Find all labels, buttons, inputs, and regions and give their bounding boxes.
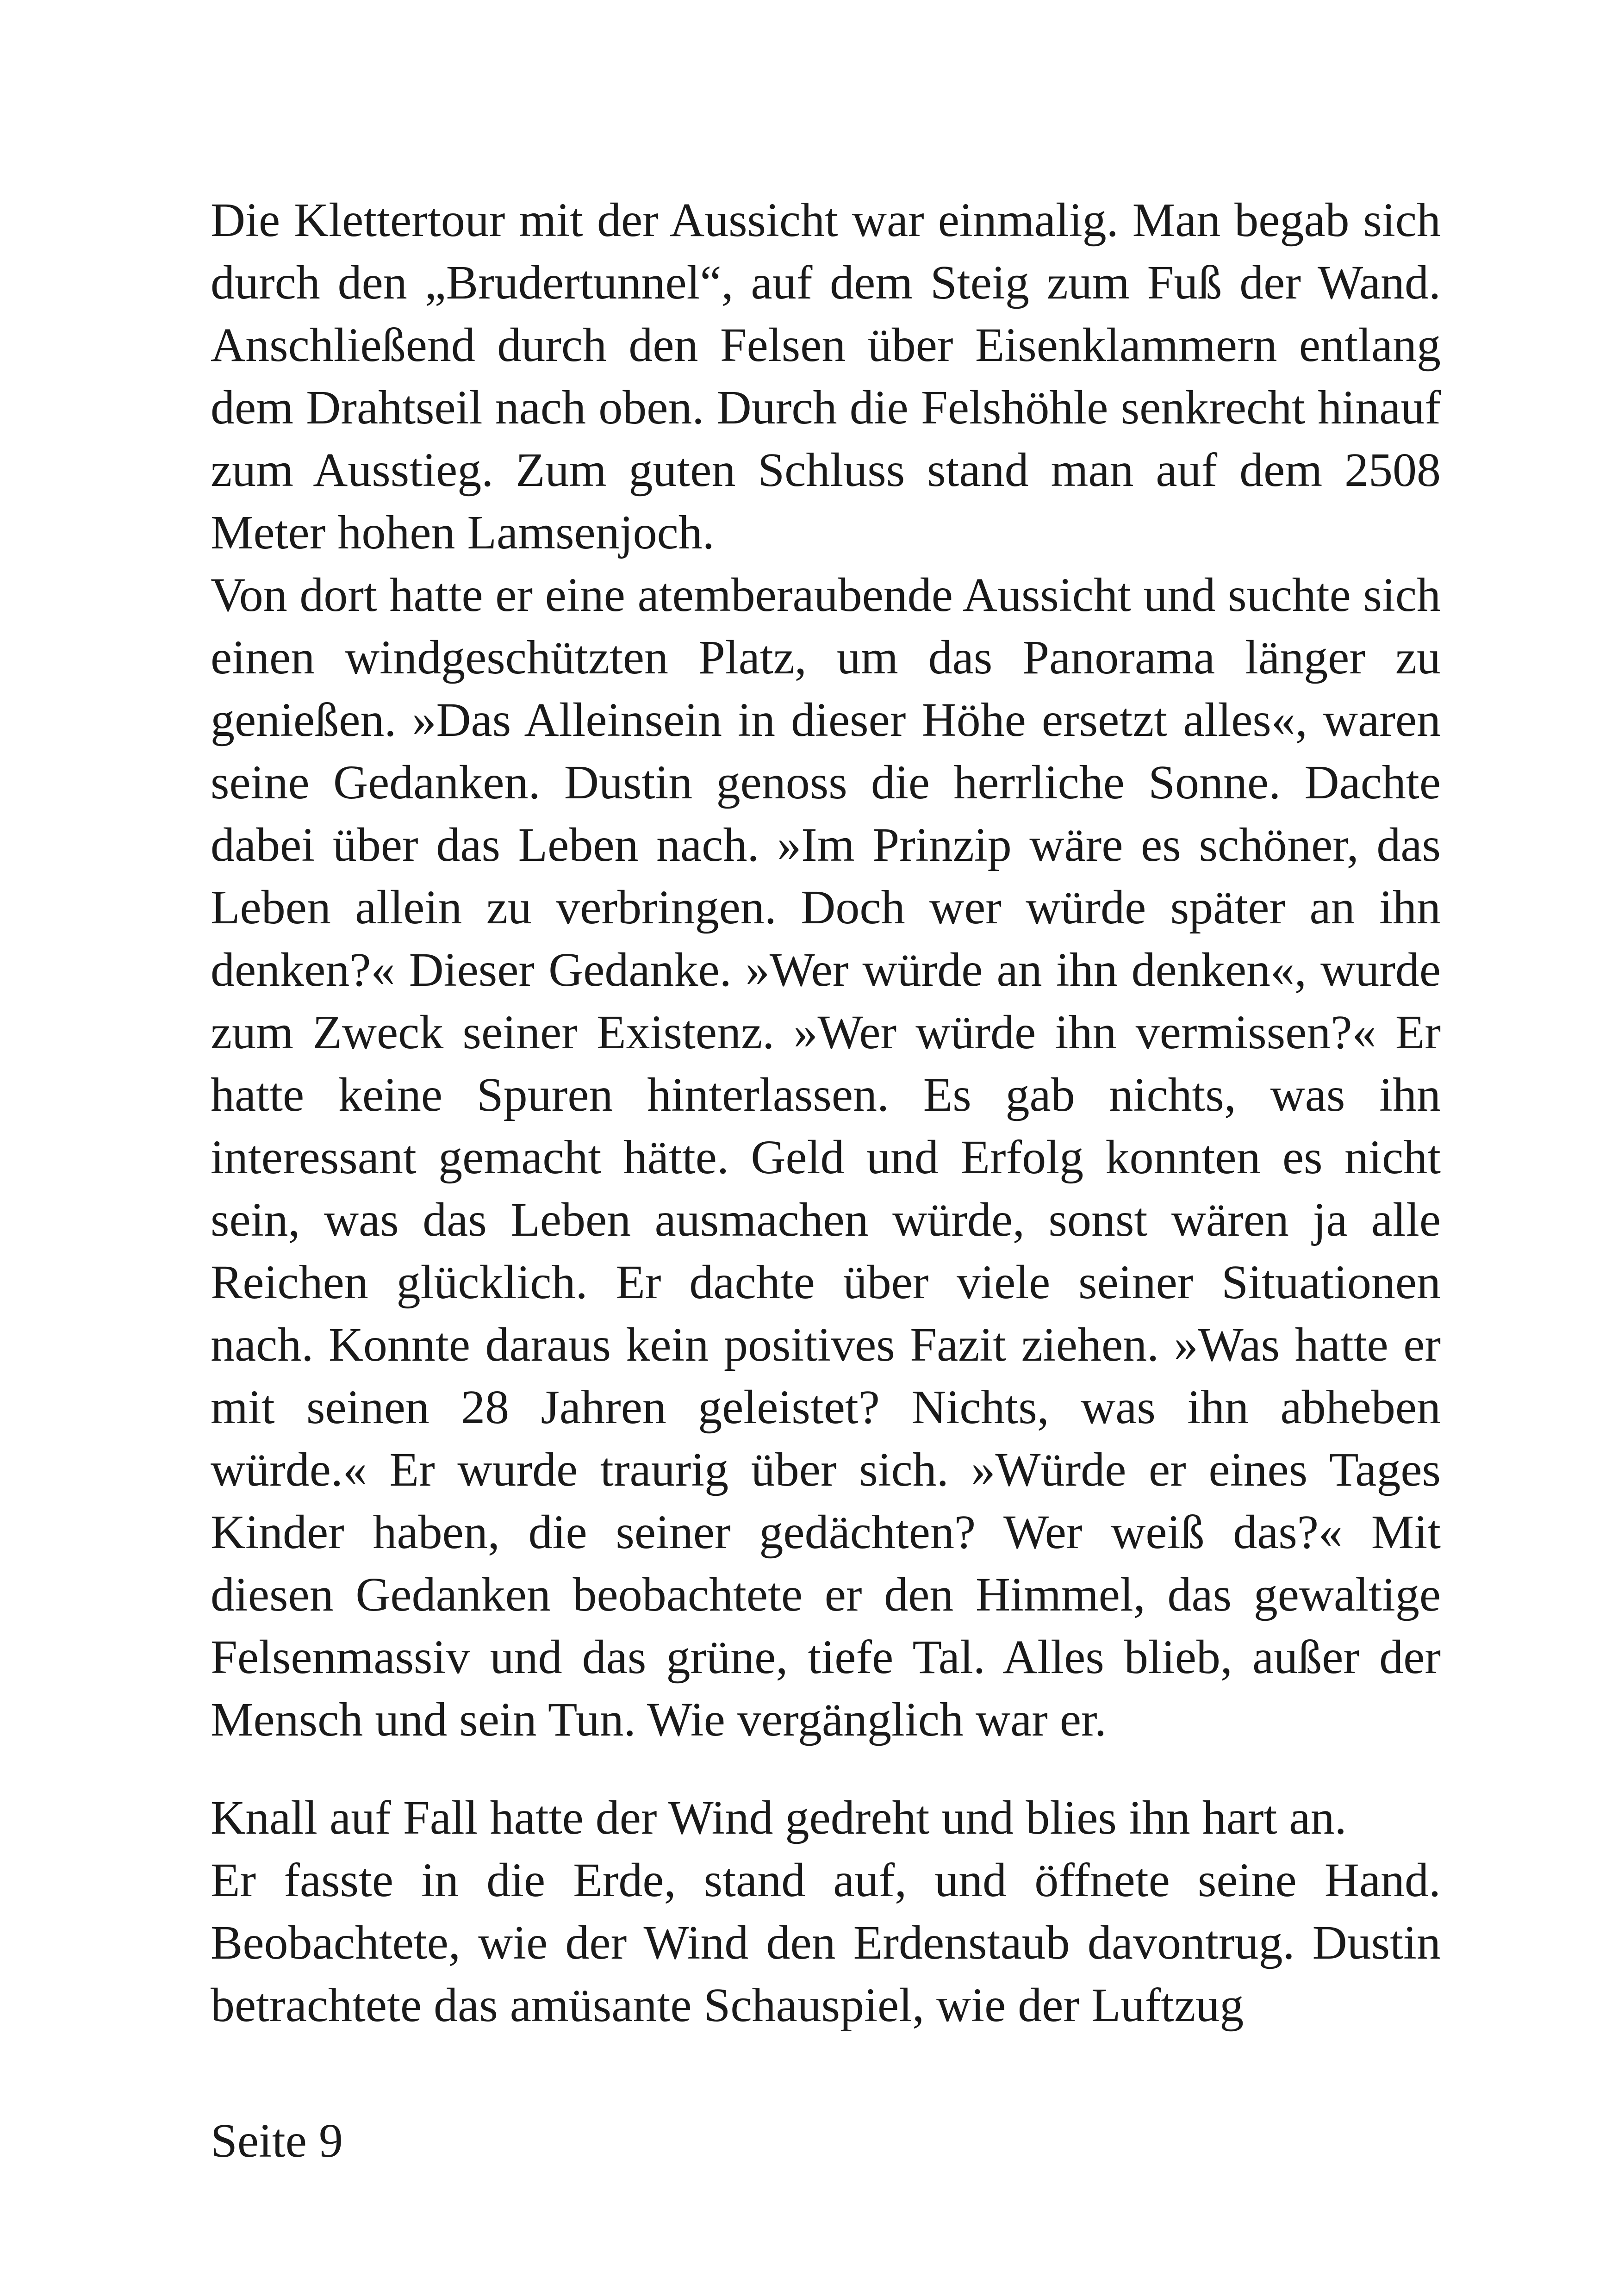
text-section-2 <box>211 1786 1441 2036</box>
paragraph-wind-turned: Knall auf Fall hatte der Wind gedreht und blies ihn hart an. <box>211 1791 1347 1844</box>
text-section-1 <box>211 189 1441 1751</box>
paragraph-climbing-tour: Die Klettertour mit der Aussicht war einmalig. Man begab sich durch den „Brudertunnel“, auf dem Steig zum Fuß der Wand. Anschließend durch den Felsen über Eisenklammern entlang dem Drahtseil nach oben. Durch die Felshöhle senkrecht hinauf zum Ausstieg. Zum guten Schluss stand man auf dem 2508 Meter hohen Lamsenjoch. <box>211 193 1441 559</box>
page-number: Seite 9 <box>211 2114 343 2167</box>
paragraph-earth-dust: Er fasste in die Erde, stand auf, und öffnete seine Hand. Beobachtete, wie der Wind den Erdenstaub davontrug. Dustin betrachtete das amüsante Schauspiel, wie der Luftzug <box>211 1854 1441 2032</box>
paragraph-view-reflection: Von dort hatte er eine atemberaubende Aussicht und suchte sich einen windgeschützten Platz, um das Panorama länger zu genießen. »Das Alleinsein in dieser Höhe ersetzt alles«, waren seine Gedanken. Dustin genoss die herrliche Sonne. Dachte dabei über das Leben nach. »Im Prinzip wäre es schöner, das Leben allein zu verbringen. Doch wer würde später an ihn denken?« Dieser Gedanke. »Wer würde an ihn denken«, wurde zum Zweck seiner Existenz. »Wer würde ihn vermissen?« Er hatte keine Spuren hinterlassen. Es gab nichts, was ihn interessant gemacht hätte. Geld und Erfolg konnten es nicht sein, was das Leben ausmachen würde, sonst wären ja alle Reichen glücklich. Er dachte über viele seiner Situationen nach. Konnte daraus kein positives Fazit ziehen. »Was hatte er mit seinen 28 Jahren geleistet? Nichts, was ihn abheben würde.« Er wurde traurig über sich. »Würde er eines Tages Kinder haben, die seiner gedächten? Wer weiß das?« Mit diesen Gedanken beobachtete er den Himmel, das gewaltige Felsenmassiv und das grüne, tiefe Tal. Alles blieb, außer der Mensch und sein Tun. Wie vergänglich war er. <box>211 568 1441 1746</box>
